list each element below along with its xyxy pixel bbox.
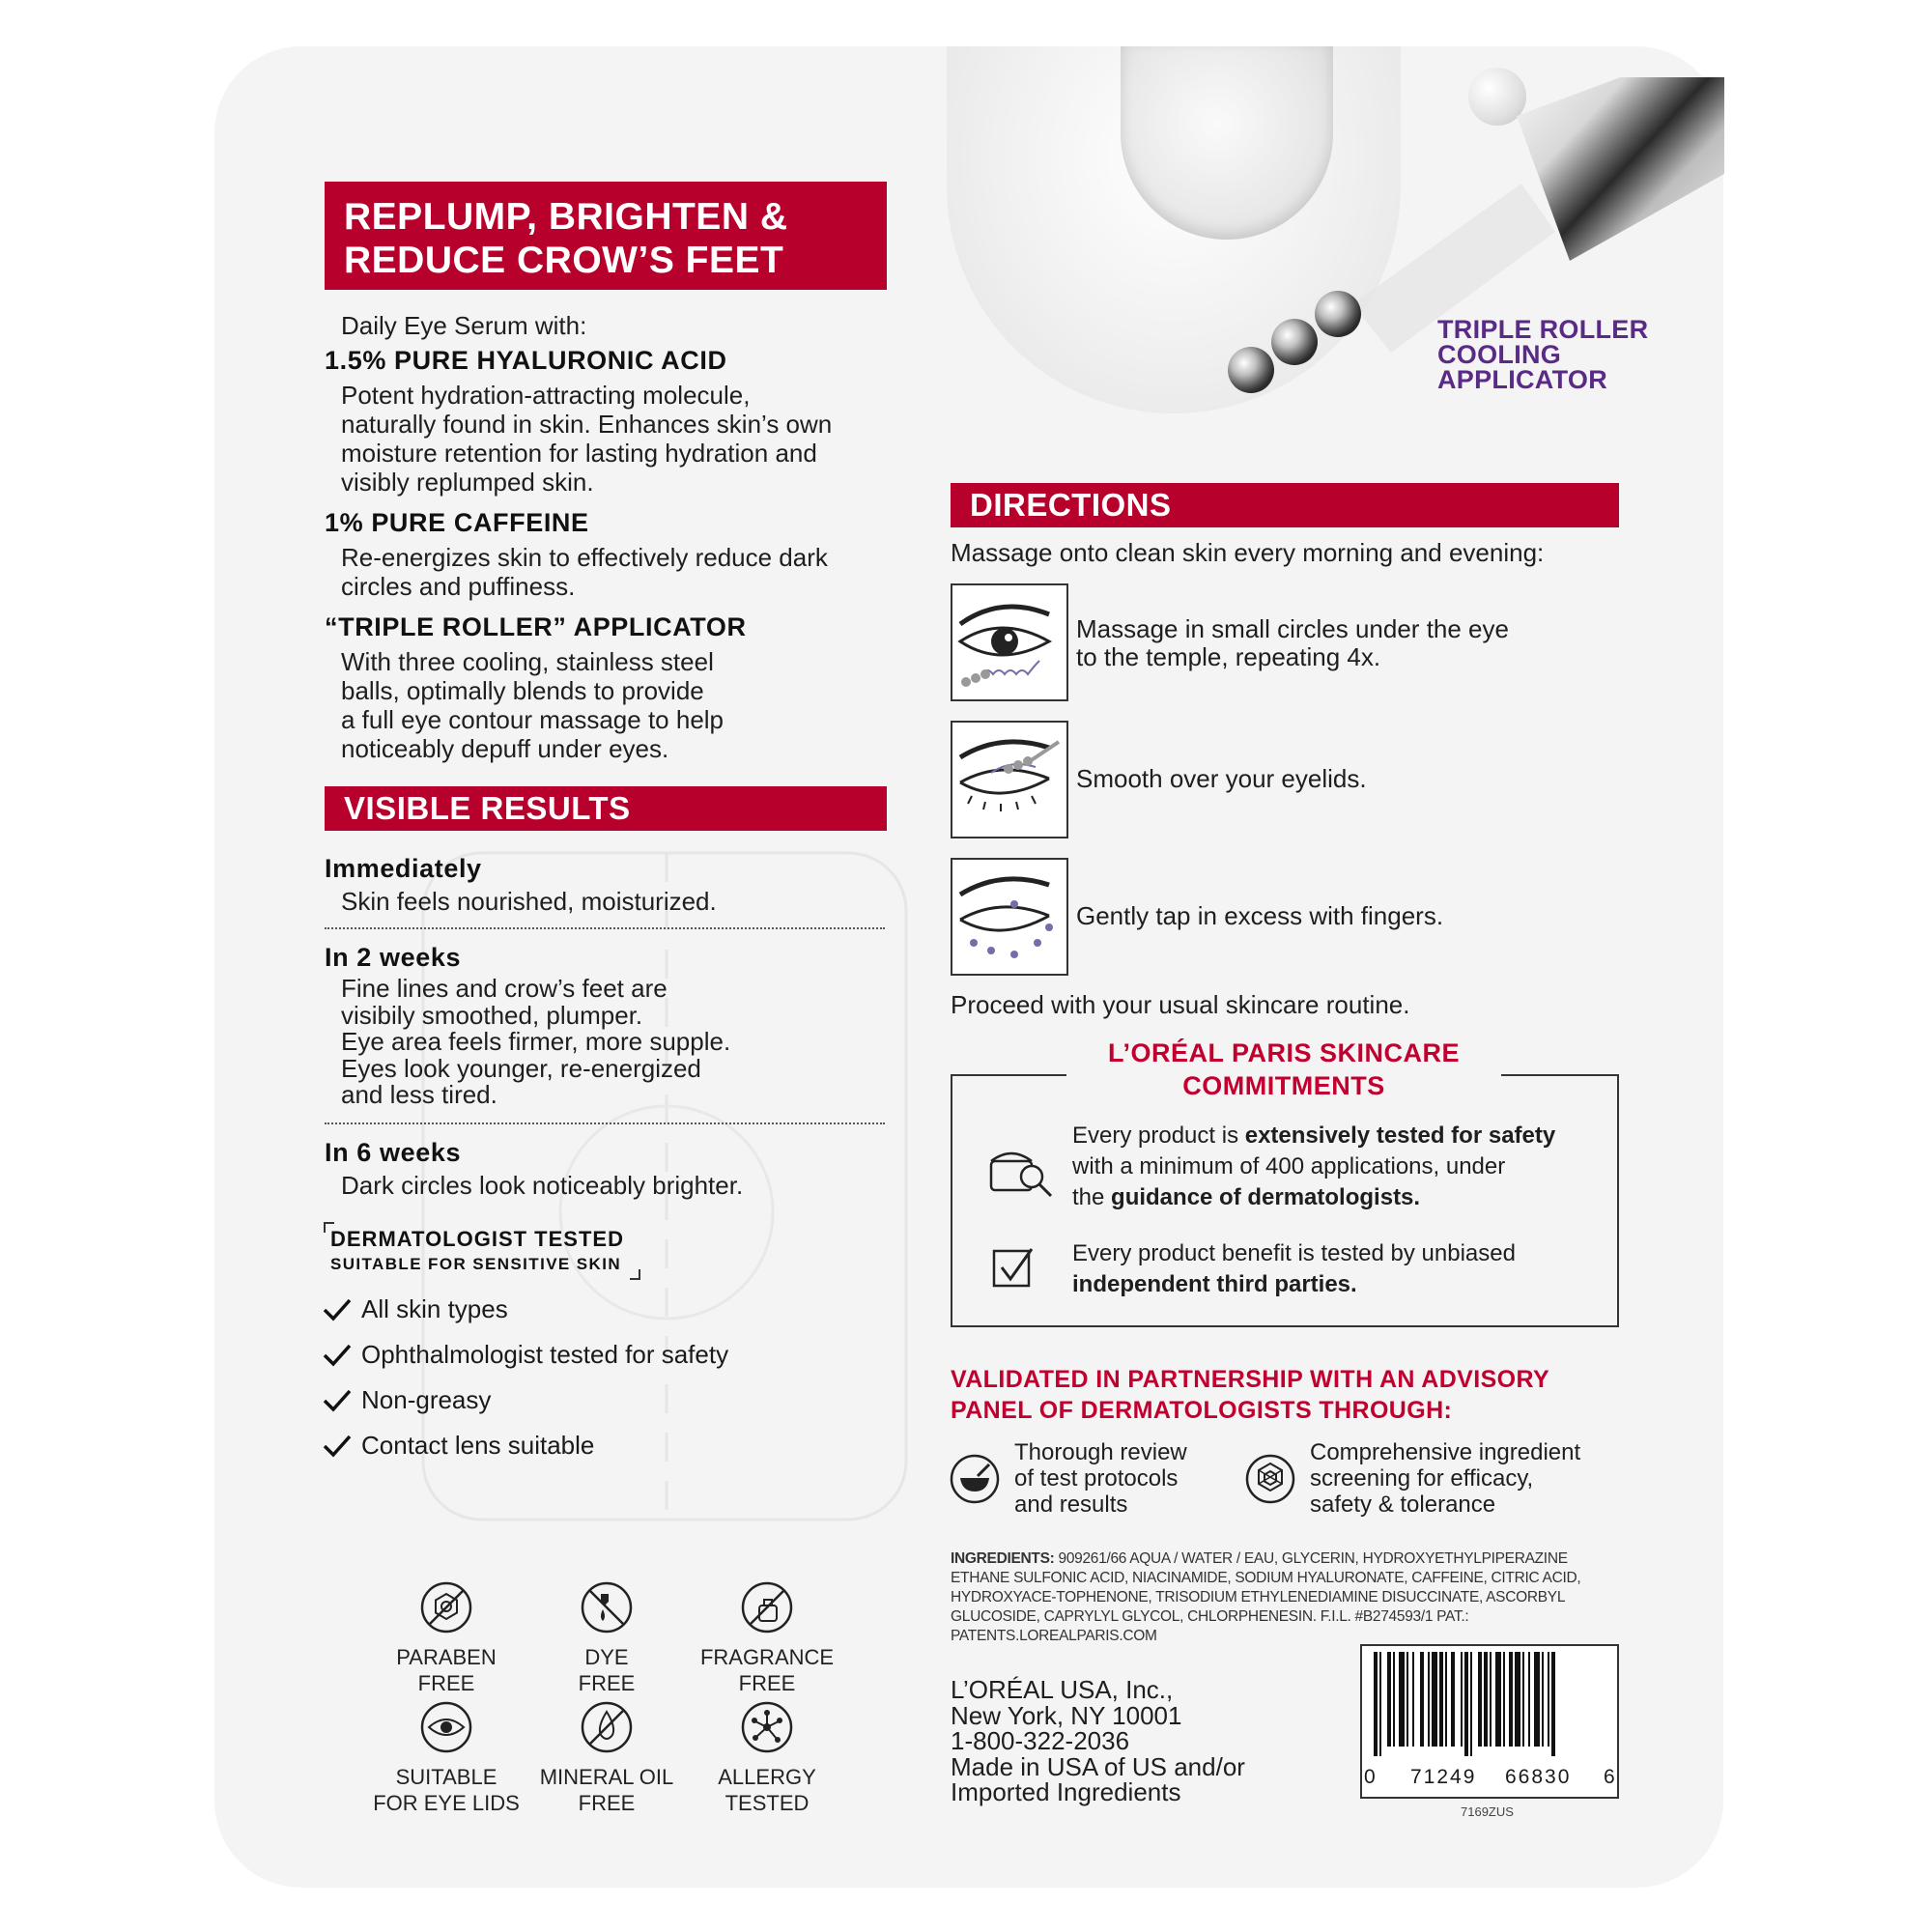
text-line: Eye area feels firmer, more supple. [341, 1027, 731, 1056]
callout-line: APPLICATOR [1437, 365, 1608, 394]
barcode-bar [1461, 1652, 1463, 1747]
text-line: ALLERGY [718, 1765, 816, 1789]
barcode-bar [1387, 1652, 1391, 1747]
check-item [323, 1294, 508, 1324]
text-line: Thorough review [1014, 1439, 1187, 1465]
text-line: naturally found in skin. Enhances skin’s own [341, 410, 833, 439]
text-line: FREE [738, 1671, 796, 1695]
ingredients-list [951, 1549, 1627, 1646]
company-address [951, 1677, 1245, 1805]
barcode-digits-group-1: 71249 [1410, 1766, 1477, 1788]
barcode-bar [1509, 1652, 1513, 1747]
text-line: SUITABLE [395, 1765, 497, 1789]
text-line: with a minimum of 400 applications, under [1072, 1153, 1506, 1179]
molecule-icon [1244, 1453, 1296, 1505]
eye-massage-icon [952, 585, 1066, 699]
check-label: All skin types [361, 1294, 508, 1323]
text-line: PANEL OF DERMATOLOGISTS THROUGH: [951, 1397, 1453, 1424]
serum-intro: Daily Eye Serum with: [341, 311, 587, 340]
check-label: Non-greasy [361, 1385, 492, 1414]
barcode-bar [1445, 1652, 1447, 1747]
checkbox-icon [991, 1246, 1036, 1291]
jar-magnifier-icon [985, 1136, 1055, 1200]
barcode [1360, 1644, 1619, 1799]
text-line: noticeably depuff under eyes. [341, 734, 669, 763]
dye-free-icon [580, 1580, 634, 1634]
result-when: In 2 weeks [325, 943, 462, 972]
text-line: visibily smoothed, plumper. [341, 1000, 643, 1030]
text-line: FOR EYE LIDS [373, 1791, 520, 1815]
step-3-text: Gently tap in excess with fingers. [1076, 901, 1444, 930]
barcode-bar [1478, 1652, 1482, 1747]
bold-text: guidance of dermatologists. [1111, 1184, 1421, 1210]
text-line: of test protocols [1014, 1465, 1179, 1492]
barcode-bar [1439, 1652, 1443, 1747]
bold-text: independent third parties. [1072, 1271, 1357, 1297]
step-3-illustration [951, 858, 1068, 976]
divider [325, 1122, 885, 1124]
text-line: COMMITMENTS [1182, 1071, 1385, 1100]
fragrance-free-icon [740, 1580, 794, 1634]
ingredient-name: “TRIPLE ROLLER” APPLICATOR [325, 612, 747, 641]
tap-fingers-icon [952, 860, 1066, 974]
check-item [323, 1385, 491, 1415]
text-line: screening for efficacy, [1310, 1465, 1534, 1492]
ingredient-name: 1.5% PURE HYALURONIC ACID [325, 346, 727, 375]
text-line: New York, NY 10001 [951, 1700, 1182, 1730]
directions-outro: Proceed with your usual skincare routine. [951, 990, 1410, 1019]
headline-banner [325, 182, 887, 290]
barcode-bar [1412, 1652, 1414, 1747]
check-label: Ophthalmologist tested for safety [361, 1340, 729, 1369]
barcode-digit-left: 0 [1364, 1766, 1376, 1788]
text-line: FRAGRANCE [699, 1645, 835, 1669]
barcode-digits-group-2: 66830 [1505, 1766, 1572, 1788]
validated-col-1 [1014, 1439, 1187, 1518]
ingredient-description [341, 647, 724, 763]
checkmark-icon [323, 1297, 352, 1322]
ingredient-description [341, 381, 832, 497]
text-line: With three cooling, stainless steel [341, 647, 714, 676]
free-label [525, 1644, 689, 1696]
callout-line: TRIPLE ROLLER [1437, 315, 1649, 344]
text-line: to the temple, repeating 4x. [1076, 642, 1381, 671]
callout-line: COOLING [1437, 340, 1562, 369]
directions-intro: Massage onto clean skin every morning and evening: [951, 538, 1545, 567]
barcode-bar [1515, 1652, 1520, 1747]
bold-text: extensively tested for safety [1244, 1122, 1556, 1149]
barcode-bar [1484, 1652, 1488, 1747]
step-2-text: Smooth over your eyelids. [1076, 764, 1367, 793]
step-1-text [1076, 615, 1509, 671]
barcode-bar [1432, 1652, 1437, 1747]
text-line: L’ORÉAL PARIS SKINCARE [1107, 1038, 1461, 1067]
barcode-bar [1464, 1652, 1468, 1756]
barcode-bars [1374, 1652, 1609, 1756]
ingredients-label: INGREDIENTS: [951, 1550, 1055, 1567]
text-line: 1-800-322-2036 [951, 1726, 1130, 1755]
eyelid-smooth-icon [952, 723, 1066, 837]
barcode-bar [1379, 1652, 1381, 1756]
free-label [364, 1644, 528, 1696]
directions-header: DIRECTIONS [951, 483, 1619, 527]
text-line: L’ORÉAL USA, Inc., [951, 1675, 1174, 1704]
checkmark-icon [323, 1388, 352, 1413]
applicator-callout [1437, 317, 1648, 392]
barcode-bar [1528, 1652, 1530, 1747]
text-line: a full eye contour massage to help [341, 705, 724, 734]
text-line: FREE [578, 1671, 636, 1695]
free-label [525, 1764, 689, 1816]
step-2-illustration [951, 721, 1068, 838]
barcode-bar [1522, 1652, 1524, 1747]
barcode-bar [1495, 1652, 1501, 1747]
text-line: Comprehensive ingredient [1310, 1439, 1581, 1465]
text-line: FREE [578, 1791, 636, 1815]
validated-col-2 [1310, 1439, 1580, 1518]
check-item [323, 1340, 728, 1370]
ingredients-text: 909261/66 AQUA / WATER / EAU, GLYCERIN, HYDROXYETHYLPIPERAZINE ETHANE SULFONIC ACID, NIACINAMIDE, SODIUM HYALURONATE, CAFFEINE, CITRIC ACID, HYDROXYACE-TOPHENONE, TRISODIUM ETHYLENEDIAMINE DISUCCINATE, ASCORBYL GLUCOSIDE, CAPRYLYL GLYCOL, CHLORPHENESIN. F.I.L. #B274593/1 PAT.: PATENTS.LOREALPARIS.COM [951, 1550, 1581, 1644]
text-line: Every product benefit is tested by unbiased [1072, 1240, 1516, 1266]
text-line: VALIDATED IN PARTNERSHIP WITH AN ADVISORY [951, 1366, 1550, 1393]
mineral-oil-free-icon [580, 1700, 634, 1754]
result-text [341, 976, 730, 1109]
barcode-bar [1503, 1652, 1505, 1747]
text-line: Re-energizes skin to effectively reduce dark [341, 543, 828, 572]
text-line: Eyes look younger, re-energized [341, 1053, 701, 1083]
checkmark-icon [323, 1343, 352, 1368]
step-1-illustration [951, 583, 1068, 701]
text-line: TESTED [724, 1791, 810, 1815]
product-code: 7169ZUS [1461, 1804, 1514, 1819]
text-line: FREE [417, 1671, 475, 1695]
barcode-bar [1470, 1652, 1472, 1756]
text-span: the [1072, 1184, 1112, 1210]
headline-line: REPLUMP, BRIGHTEN & [344, 196, 788, 238]
ingredient-description [341, 543, 828, 601]
barcode-bar [1534, 1652, 1540, 1747]
text-line: PARABEN [396, 1645, 497, 1669]
barcode-bar [1551, 1652, 1555, 1756]
commitments-title [1066, 1037, 1501, 1102]
result-text: Dark circles look noticeably brighter. [341, 1171, 744, 1200]
result-when: In 6 weeks [325, 1138, 462, 1167]
barcode-bar [1490, 1652, 1492, 1747]
divider [325, 927, 885, 929]
text-line: safety & tolerance [1310, 1492, 1496, 1518]
free-label [364, 1764, 528, 1816]
checkmark-icon [323, 1434, 352, 1459]
text-line: balls, optimally blends to provide [341, 676, 704, 705]
text-line: moisture retention for lasting hydration and [341, 439, 817, 468]
result-text: Skin feels nourished, moisturized. [341, 887, 717, 916]
text-line: and results [1014, 1492, 1128, 1518]
check-label: Contact lens suitable [361, 1431, 595, 1460]
text-line: Potent hydration-attracting molecule, [341, 381, 751, 410]
derm-tested-subtitle: SUITABLE FOR SENSITIVE SKIN [330, 1255, 622, 1273]
barcode-bar [1548, 1652, 1549, 1747]
text-line: Fine lines and crow’s feet are [341, 974, 668, 1003]
barcode-bar [1399, 1652, 1405, 1747]
derm-tested-badge [330, 1227, 624, 1274]
text-line: DYE [584, 1645, 629, 1669]
barcode-digit-right: 6 [1604, 1766, 1615, 1788]
allergy-tested-icon [740, 1700, 794, 1754]
text-line: and less tired. [341, 1080, 497, 1109]
text-line: circles and puffiness. [341, 572, 576, 601]
result-when: Immediately [325, 854, 482, 883]
free-label [685, 1764, 849, 1816]
text-line [1072, 1182, 1555, 1213]
commitment-2-text [1072, 1238, 1516, 1300]
ingredient-name: 1% PURE CAFFEINE [325, 508, 589, 537]
barcode-bar [1451, 1652, 1455, 1747]
text-line: Massage in small circles under the eye [1076, 614, 1509, 643]
commitment-1-text [1072, 1121, 1555, 1213]
barcode-bar [1393, 1652, 1395, 1747]
check-item [323, 1431, 594, 1461]
text-line: Imported Ingredients [951, 1777, 1181, 1806]
derm-tested-title: DERMATOLOGIST TESTED [330, 1227, 624, 1251]
barcode-bar [1542, 1652, 1544, 1747]
barcode-bar [1406, 1652, 1408, 1747]
text-line: MINERAL OIL [539, 1765, 674, 1789]
text-line: visibly replumped skin. [341, 468, 594, 497]
eye-lids-icon [419, 1700, 473, 1754]
text-line: Made in USA of US and/or [951, 1751, 1245, 1781]
barcode-bar [1420, 1652, 1424, 1747]
visible-results-header: VISIBLE RESULTS [325, 786, 887, 831]
mortar-bowl-icon [949, 1453, 1001, 1505]
barcode-bar [1374, 1652, 1378, 1756]
free-label [685, 1644, 849, 1696]
validated-heading [951, 1364, 1549, 1426]
text-span: Every product is [1072, 1122, 1245, 1149]
headline-line: REDUCE CROW’S FEET [344, 240, 784, 281]
barcode-bar [1428, 1652, 1430, 1747]
text-line [1072, 1121, 1555, 1151]
paraben-free-icon [419, 1580, 473, 1634]
